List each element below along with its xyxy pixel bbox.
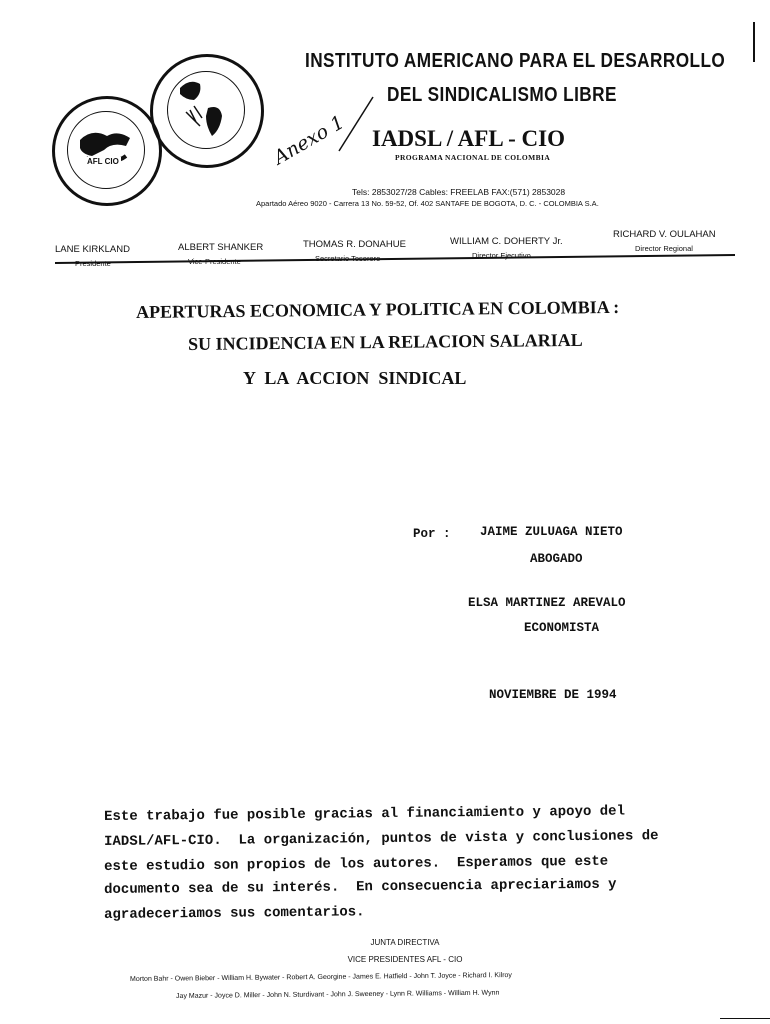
acknowledgement-line: este estudio son propios de los autores. Esperamos que este (104, 853, 609, 875)
document-title-line2: SU INCIDENCIA EN LA RELACION SALARIAL (188, 329, 583, 354)
officer-role: Vice-Presidente (188, 257, 241, 266)
author1-title: ABOGADO (530, 552, 583, 566)
seal-center-label: AFL CIO (87, 157, 119, 166)
acknowledgement-line: documento sea de su interés. En consecuencia apreciariamos y (104, 876, 617, 898)
document-title-line3: Y LA ACCION SINDICAL (243, 368, 467, 388)
author1-name: JAIME ZULUAGA NIETO (480, 525, 623, 539)
postal-address: Apartado Aéreo 9020 - Carrera 13 No. 59-52, Of. 402 SANTAFE DE BOGOTA, D. C. - COLOMBIA S.A. (256, 199, 599, 208)
board-title: JUNTA DIRECTIVA (370, 938, 440, 947)
header-divider (0, 250, 770, 270)
board-members-line2: Jay Mazur - Joyce D. Miller - John N. Sturdivant - John J. Sweeney - Lynn R. Williams - William H. Wynn (176, 989, 500, 1000)
acknowledgement-line: Este trabajo fue posible gracias al financiamiento y apoyo del (104, 803, 626, 825)
officer-role: Director Ejecutivo (472, 251, 531, 260)
program-name: PROGRAMA NACIONAL DE COLOMBIA (395, 153, 551, 162)
author2-name: ELSA MARTINEZ AREVALO (468, 596, 626, 610)
officer-name: THOMAS R. DONAHUE (303, 239, 406, 250)
org-acronym: IADSL / AFL - CIO (372, 126, 565, 151)
document-date: NOVIEMBRE DE 1994 (489, 688, 617, 702)
author2-title: ECONOMISTA (524, 621, 600, 635)
scan-edge-mark (753, 22, 755, 62)
officer-name: LANE KIRKLAND (55, 244, 130, 255)
scan-edge-line (720, 1018, 770, 1019)
acknowledgement-line: agradeceriamos sus comentarios. (104, 904, 365, 923)
board-members-line1: Morton Bahr - Owen Bieber - William H. Bywater - Robert A. Georgine - James E. Hatfield - John T. Joyce - Richard I. Kilroy (130, 972, 512, 983)
officer-name: RICHARD V. OULAHAN (613, 229, 716, 240)
officer-role: Secretario Tesorero (315, 254, 381, 263)
handwritten-slash (335, 95, 375, 155)
handwritten-annotation: Anexo 1 (270, 111, 349, 170)
acknowledgement-line: IADSL/AFL-CIO. La organización, puntos de vista y conclusiones de (104, 828, 659, 850)
handshake-icon (52, 96, 156, 200)
officer-role: Director Regional (635, 244, 693, 253)
officer-name: WILLIAM C. DOHERTY Jr. (450, 236, 563, 247)
iadsl-seal (150, 54, 264, 168)
org-name-line2: DEL SINDICALISMO LIBRE (387, 84, 617, 106)
officer-role: Presidente (75, 259, 111, 268)
document-title-line1: APERTURAS ECONOMICA Y POLITICA EN COLOMBIA : (136, 296, 620, 322)
afl-cio-seal (52, 96, 162, 206)
officer-name: ALBERT SHANKER (178, 242, 264, 253)
org-name-line1: INSTITUTO AMERICANO PARA EL DESARROLLO (305, 50, 726, 72)
contact-info: Tels: 2853027/28 Cables: FREELAB FAX:(571) 2853028 (352, 187, 566, 197)
author-prefix: Por : (413, 527, 451, 541)
board-subtitle: VICE PRESIDENTES AFL - CIO (347, 955, 463, 964)
americas-map-icon (150, 54, 258, 162)
